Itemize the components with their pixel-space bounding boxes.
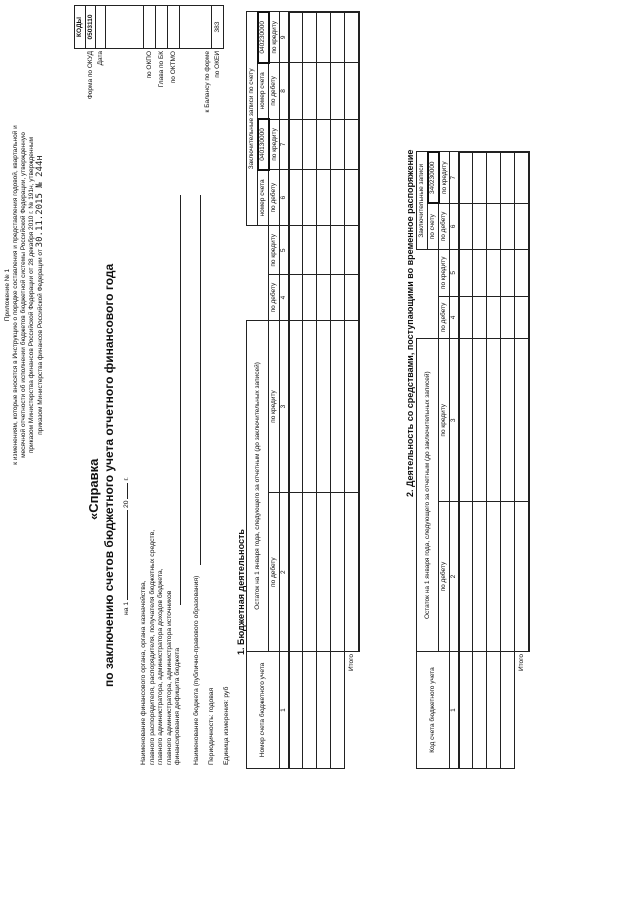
code-value-okpo <box>144 6 156 49</box>
s1-col-balance: Остаток на 1 января года, следующего за отчетным (до заключительных записей) <box>247 320 269 651</box>
code-label-okei: по ОКЕИ <box>213 51 221 78</box>
total-row <box>345 12 359 769</box>
year-prefix: 20 <box>123 500 130 509</box>
s1-acc-1: 040130000 <box>258 119 269 170</box>
appendix-line-4: приказом Министерства финансов Российской Федерации от <box>37 249 44 435</box>
table-row <box>331 12 345 769</box>
appendix-title: Приложение № 1 <box>4 268 11 322</box>
org-line-2: главного распорядителя, распорядителя, получателя бюджетных средств, <box>148 529 156 765</box>
s2-credit-1: по кредиту <box>439 339 450 502</box>
s2-num-3: 3 <box>450 339 459 502</box>
s1-debit-2: по дебету <box>269 275 280 320</box>
table-row <box>317 12 331 769</box>
code-value-bk <box>156 6 168 49</box>
s2-col-final: Заключительные записи <box>417 152 428 250</box>
s1-credit-2: по кредиту <box>269 226 280 275</box>
period-label: Периодичность: годовая <box>208 687 215 765</box>
number-label: на 1 <box>123 601 130 615</box>
section2-title: 2. Деятельность со средствами, поступающими во временное распоряжение <box>405 149 415 497</box>
s1-num-1: 1 <box>280 652 289 769</box>
year-suffix: г. <box>123 477 130 481</box>
s1-num-4: 4 <box>280 275 289 320</box>
s2-credit-3: по кредиту <box>439 152 450 203</box>
s1-debit-3: по дебету <box>269 170 280 226</box>
s1-credit-4: по кредиту <box>269 12 280 63</box>
form-subtitle: по заключению счетов бюджетного учета отчетного финансового года <box>102 263 116 687</box>
table-row <box>487 152 501 769</box>
handwritten-date: 30.11.2015 № 244н <box>35 155 45 248</box>
s1-num-5: 5 <box>280 226 289 275</box>
unit-label: Единица измерения: руб <box>223 686 230 765</box>
table-row <box>459 152 473 769</box>
section1-title: 1. Бюджетная деятельность <box>236 529 246 655</box>
s1-num-6: 6 <box>280 170 289 226</box>
date-line <box>123 477 132 615</box>
s2-col-balance: Остаток на 1 января года, следующего за отчетным (до заключительных записей) <box>417 339 439 652</box>
s2-num-5: 5 <box>450 250 459 297</box>
table-row <box>473 152 487 769</box>
s2-num-4: 4 <box>450 296 459 339</box>
org-line-4: главного администратора, администратора источников <box>165 590 173 765</box>
codes-table <box>74 5 224 163</box>
s2-acc: 340230000 <box>428 152 439 203</box>
org-line-1: Наименование финансового органа, органа казначейства, <box>140 580 147 765</box>
appendix-line-2: месячной отчетности об исполнении бюджетов бюджетной системы Российской Федерации, утвержденную <box>20 132 27 458</box>
code-value-okei: 383 <box>212 6 224 49</box>
org-label <box>140 530 183 765</box>
form-title: «Справка <box>86 458 101 520</box>
appendix-line-3: приказом Министерства финансов Российской Федерации от 28 декабря 2010 г. № 191н, утвержденным <box>28 136 35 454</box>
s1-col-final: Заключительные записи по счету <box>247 12 258 226</box>
s1-col-account: Номер счета бюджетного учета <box>247 652 280 769</box>
total-row <box>515 152 529 769</box>
s2-credit-2: по кредиту <box>439 250 450 297</box>
code-label-okpo: по ОКПО <box>145 51 153 79</box>
table-row <box>289 12 303 769</box>
section1-table <box>246 11 360 769</box>
code-value-okud: 0503110 <box>86 6 96 49</box>
s1-account-no-1: номер счета <box>258 170 269 226</box>
s2-num-7: 7 <box>450 152 459 203</box>
section2-table <box>416 151 530 769</box>
appendix-line-1: к изменениям, которые вносятся в Инструкцию о порядке составления и представления годовой, квартальной и <box>12 125 19 465</box>
code-value-blank <box>106 6 144 49</box>
code-label-okud: Форма по ОКУД <box>86 51 94 100</box>
appendix-note <box>4 15 45 575</box>
code-label-bk: Глава по БК <box>157 51 165 88</box>
s2-account-label: по счету <box>428 203 439 249</box>
s2-total-label: Итого <box>515 652 529 769</box>
code-value-balance <box>180 6 212 49</box>
s1-credit-1: по кредиту <box>269 320 280 492</box>
s1-num-3: 3 <box>280 320 289 492</box>
code-label-date: Дата <box>96 51 104 66</box>
s2-num-2: 2 <box>450 502 459 652</box>
s1-num-8: 8 <box>280 63 289 120</box>
code-value-oktmo <box>168 6 180 49</box>
org-line-5: финансирования дефицита бюджета <box>174 647 181 765</box>
s2-num-6: 6 <box>450 203 459 249</box>
s1-debit-1: по дебету <box>269 493 280 652</box>
s2-num-1: 1 <box>450 652 459 769</box>
s1-account-no-2: номер счета <box>258 63 269 120</box>
s2-debit-2: по дебету <box>439 296 450 339</box>
org-line-3: главного администратора, администратора доходов бюджета, <box>157 568 164 765</box>
s2-debit-3: по дебету <box>439 203 450 249</box>
codes-header: КОДЫ <box>75 6 86 49</box>
budget-label: Наименование бюджета (публично-правового образования) <box>193 575 200 765</box>
s2-debit-1: по дебету <box>439 502 450 652</box>
s1-num-2: 2 <box>280 493 289 652</box>
s1-credit-3: по кредиту <box>269 119 280 170</box>
code-label-oktmo: по ОКТМО <box>169 51 177 84</box>
code-value-date <box>96 6 106 49</box>
s1-num-9: 9 <box>280 12 289 63</box>
s1-num-7: 7 <box>280 119 289 170</box>
s1-debit-4: по дебету <box>269 63 280 120</box>
s2-col-account: Код счета бюджетного учета <box>417 652 450 769</box>
s1-total-label: Итого <box>345 652 359 769</box>
table-row <box>303 12 317 769</box>
s1-acc-2: 040230000 <box>258 12 269 63</box>
code-label-balance: к Балансу по форме <box>204 51 211 113</box>
table-row <box>501 152 515 769</box>
